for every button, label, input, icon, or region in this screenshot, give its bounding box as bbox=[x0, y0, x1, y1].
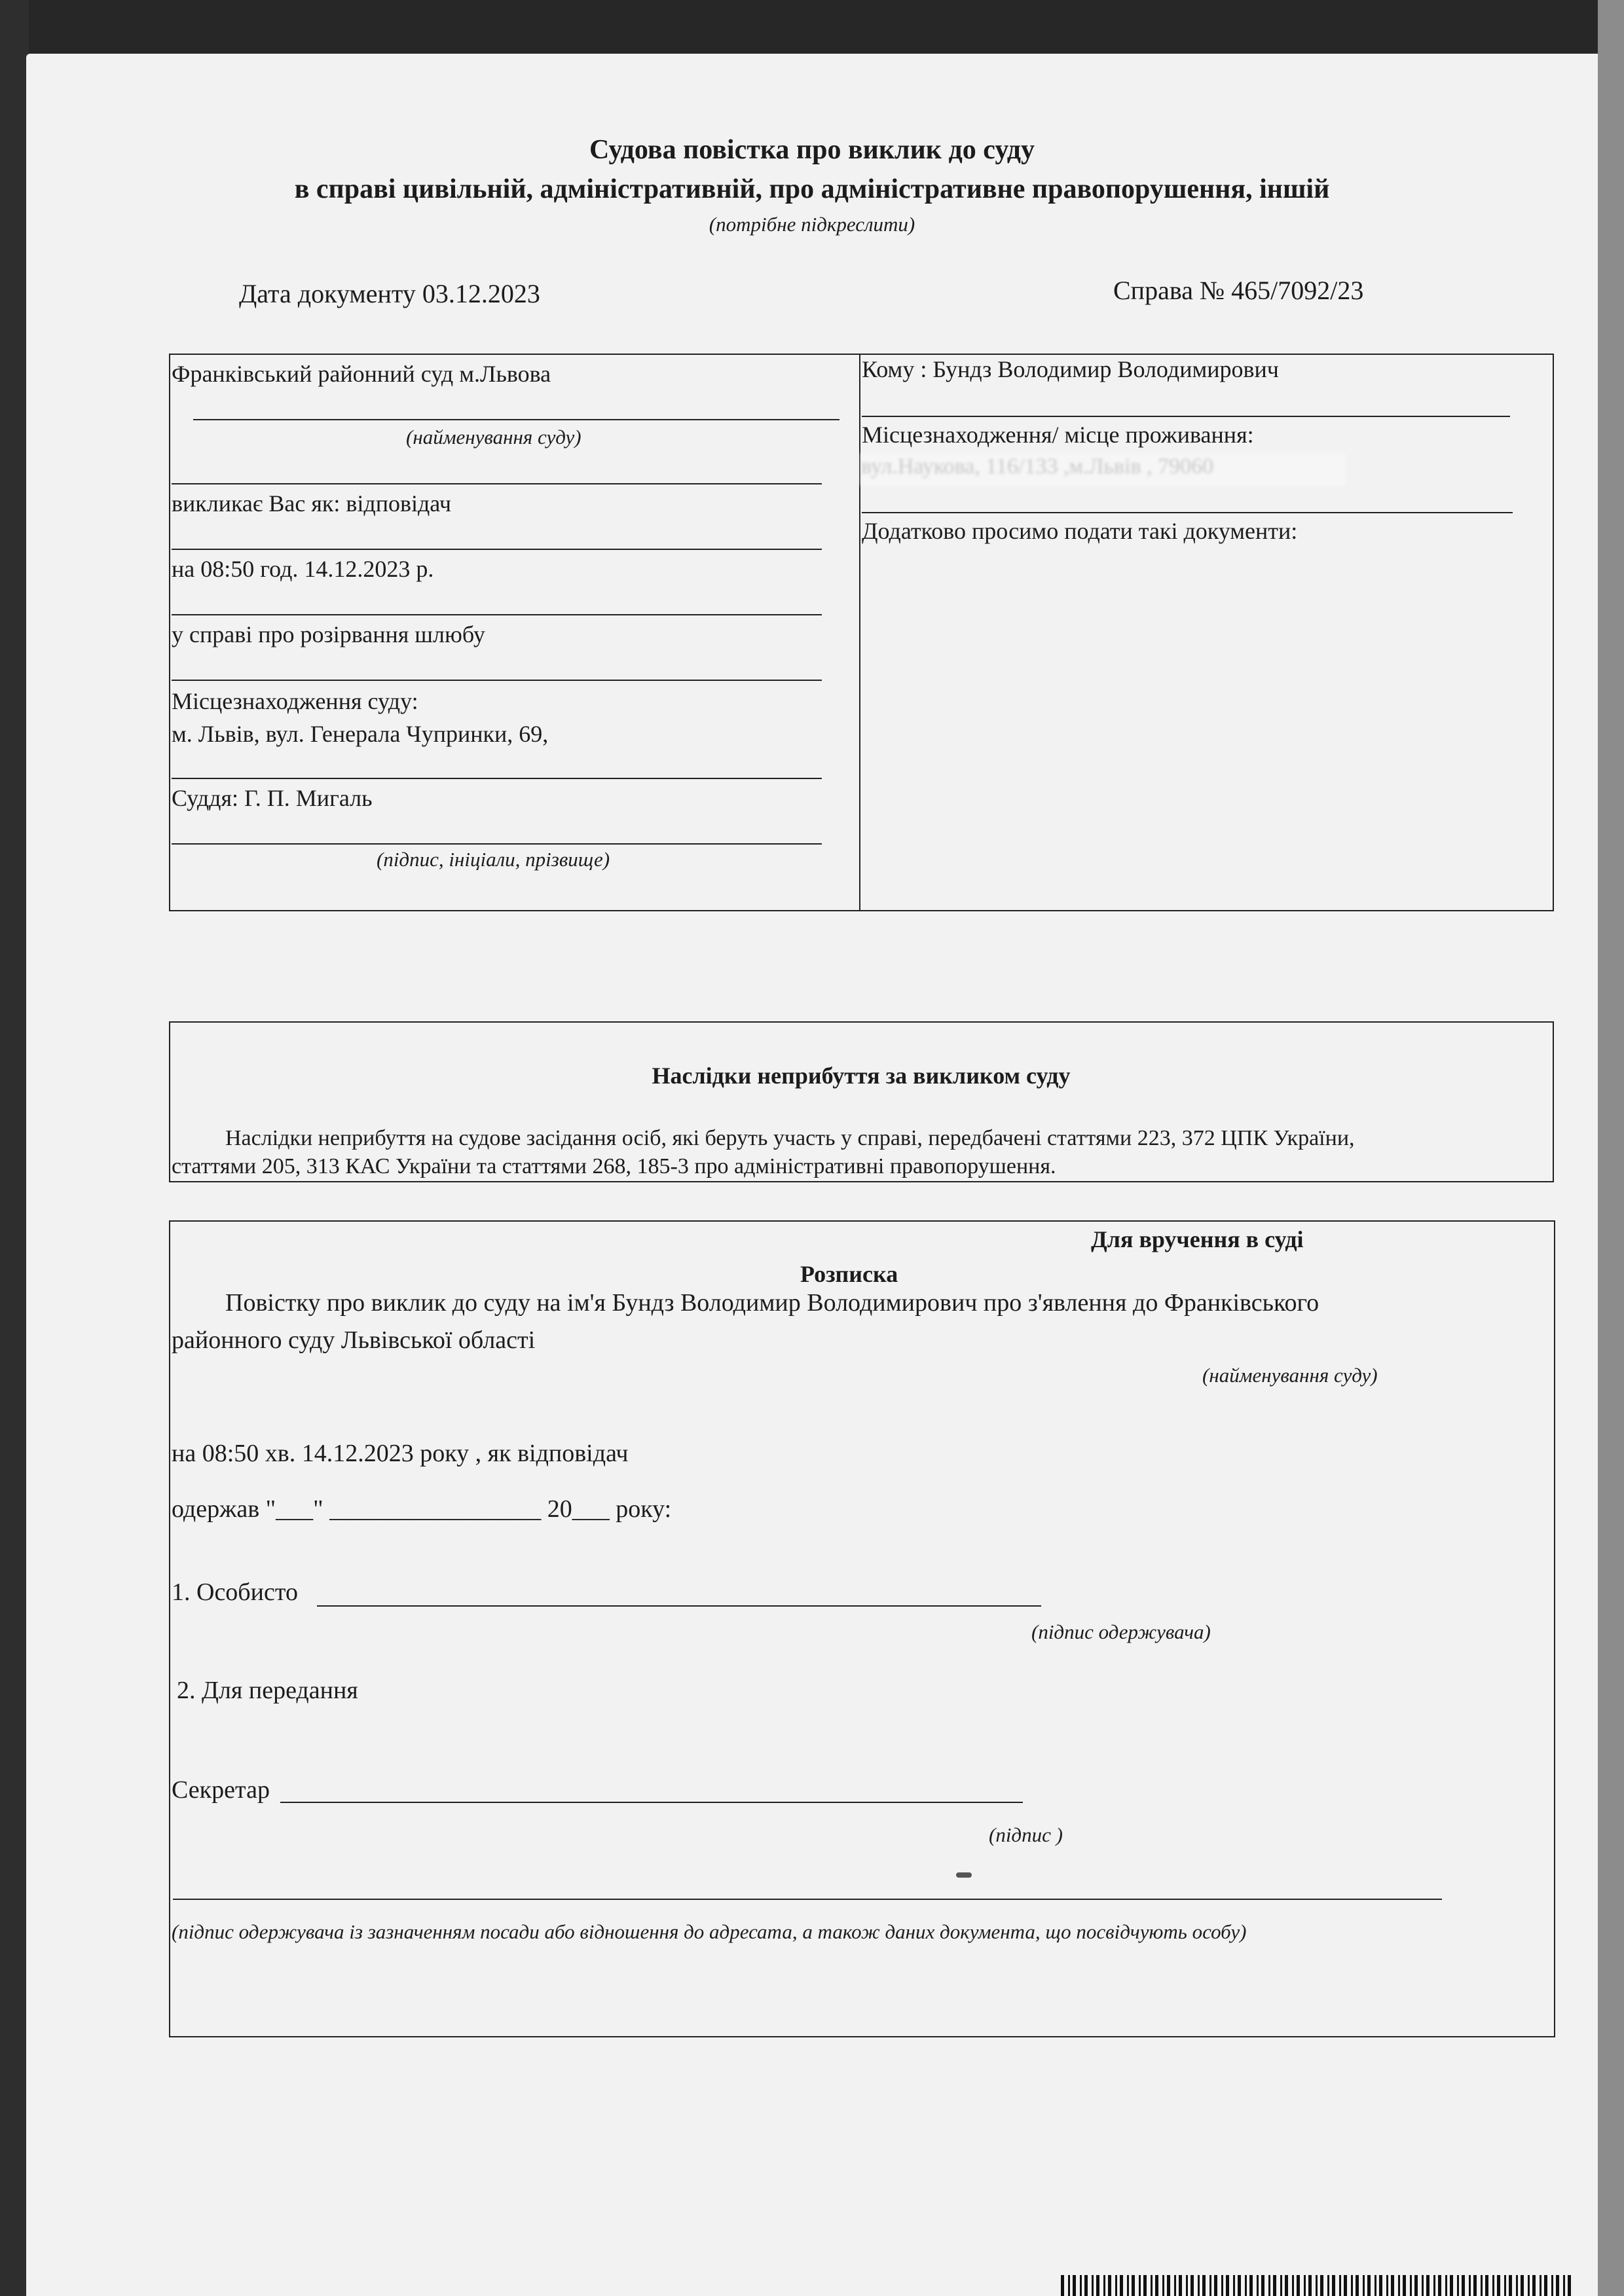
barcode-bar bbox=[1308, 2275, 1312, 2296]
scan-border-top bbox=[0, 0, 1624, 59]
barcode-bar bbox=[1414, 2275, 1418, 2296]
barcode-bar bbox=[1214, 2275, 1217, 2296]
underline bbox=[172, 680, 822, 681]
barcode-bar bbox=[1433, 2275, 1435, 2296]
receipt-time: на 08:50 хв. 14.12.2023 року , як відповідач bbox=[172, 1440, 629, 1467]
document-subtitle: в справі цивільній, адміністративній, про адміністративне правопорушення, іншій bbox=[294, 174, 1330, 204]
barcode-bar bbox=[1245, 2275, 1247, 2296]
underline bbox=[193, 419, 840, 420]
recipient-signature-hint: (підпис одержувача) bbox=[1031, 1620, 1211, 1643]
barcode-bar bbox=[1386, 2275, 1388, 2296]
barcode-bar bbox=[1551, 2275, 1553, 2296]
barcode-bar bbox=[1316, 2275, 1318, 2296]
barcode bbox=[1061, 2275, 1572, 2296]
barcode-bar bbox=[1481, 2275, 1483, 2296]
consequences-text-1: Наслідки неприбуття на судове засідання осіб, які беруть участь у справі, передбачені статтями 223, 372 ЦПК України, bbox=[225, 1126, 1355, 1150]
secretary-signature-hint: (підпис ) bbox=[989, 1823, 1063, 1846]
barcode-bar bbox=[1516, 2275, 1518, 2296]
barcode-bar bbox=[1422, 2275, 1424, 2296]
barcode-bar bbox=[1273, 2275, 1276, 2296]
redacted-address: вул.Наукова, 116/133 ,м.Львів , 79060 bbox=[861, 454, 1214, 479]
consequences-text-2: статтями 205, 313 КАС України та статтями 268, 185-3 про адміністративні правопорушення. bbox=[172, 1154, 1056, 1178]
barcode-bar bbox=[1249, 2275, 1253, 2296]
barcode-bar bbox=[1509, 2275, 1512, 2296]
barcode-bar bbox=[1332, 2275, 1335, 2296]
barcode-bar bbox=[1179, 2275, 1182, 2296]
barcode-bar bbox=[1351, 2275, 1353, 2296]
receipt-text-1: Повістку про виклик до суду на ім'я Бундз Володимир Володимирович про з'явлення до Франківського bbox=[225, 1289, 1320, 1317]
court-name: Франківський районний суд м.Львова bbox=[172, 361, 551, 387]
receipt-heading: Розписка bbox=[800, 1261, 898, 1287]
barcode-bar bbox=[1261, 2275, 1264, 2296]
barcode-bar bbox=[1469, 2275, 1471, 2296]
recipient: Кому : Бундз Володимир Володимирович bbox=[862, 356, 1279, 382]
received-date-line: одержав "___" _________________ 20___ року: bbox=[172, 1495, 672, 1523]
barcode-bar bbox=[1257, 2275, 1259, 2296]
barcode-bar bbox=[1162, 2275, 1164, 2296]
barcode-bar bbox=[1485, 2275, 1488, 2296]
judge: Суддя: Г. П. Мигаль bbox=[172, 785, 373, 811]
barcode-bar bbox=[1186, 2275, 1188, 2296]
recipient-full-hint: (підпис одержувача із зазначенням посади або відношення до адресата, а також даних документа, що посвідчують особу) bbox=[172, 1920, 1247, 1943]
barcode-bar bbox=[1339, 2275, 1341, 2296]
receipt-court-hint: (найменування суду) bbox=[1202, 1364, 1378, 1387]
underline bbox=[172, 778, 822, 779]
barcode-bar bbox=[1151, 2275, 1153, 2296]
barcode-bar bbox=[1155, 2275, 1158, 2296]
barcode-bar bbox=[1233, 2275, 1235, 2296]
barcode-bar bbox=[1544, 2275, 1547, 2296]
barcode-bar bbox=[1096, 2275, 1099, 2296]
document-date: Дата документу 03.12.2023 bbox=[239, 279, 540, 308]
barcode-bar bbox=[1174, 2275, 1176, 2296]
address-label: Місцезнаходження/ місце проживання: bbox=[862, 422, 1254, 448]
barcode-bar bbox=[1068, 2275, 1070, 2296]
barcode-bar bbox=[1292, 2275, 1294, 2296]
scan-border-right bbox=[1598, 0, 1624, 2296]
barcode-bar bbox=[1492, 2275, 1494, 2296]
case-number: Справа № 465/7092/23 bbox=[1113, 276, 1364, 305]
barcode-bar bbox=[1344, 2275, 1347, 2296]
barcode-bar bbox=[1320, 2275, 1323, 2296]
barcode-bar bbox=[1238, 2275, 1241, 2296]
barcode-bar bbox=[1268, 2275, 1270, 2296]
barcode-bar bbox=[1473, 2275, 1477, 2296]
barcode-bar bbox=[1084, 2275, 1088, 2296]
receipt-text-2: районного суду Львівської області bbox=[172, 1326, 536, 1354]
barcode-bar bbox=[1221, 2275, 1223, 2296]
barcode-bar bbox=[1073, 2275, 1076, 2296]
court-location-label: Місцезнаходження суду: bbox=[172, 688, 418, 714]
barcode-bar bbox=[1438, 2275, 1441, 2296]
court-location: м. Львів, вул. Генерала Чупринки, 69, bbox=[172, 721, 549, 747]
barcode-bar bbox=[1379, 2275, 1382, 2296]
signature-line bbox=[173, 1899, 1442, 1900]
underline bbox=[172, 549, 822, 550]
title-hint: (потрібне підкреслити) bbox=[709, 213, 915, 236]
barcode-bar bbox=[1450, 2275, 1453, 2296]
signature-line bbox=[317, 1605, 1041, 1607]
scan-border-left bbox=[0, 0, 29, 2296]
document-title: Судова повістка про виклик до суду bbox=[589, 135, 1035, 165]
barcode-bar bbox=[1528, 2275, 1530, 2296]
barcode-bar bbox=[1462, 2275, 1465, 2296]
barcode-bar bbox=[1568, 2275, 1571, 2296]
barcode-bar bbox=[1115, 2275, 1117, 2296]
barcode-bar bbox=[1108, 2275, 1111, 2296]
case-subject: у справі про розірвання шлюбу bbox=[172, 621, 485, 647]
barcode-bar bbox=[1532, 2275, 1536, 2296]
underline bbox=[172, 843, 822, 845]
underline bbox=[172, 483, 822, 484]
table-divider bbox=[859, 354, 860, 911]
barcode-bar bbox=[1080, 2275, 1082, 2296]
barcode-bar bbox=[1521, 2275, 1524, 2296]
barcode-bar bbox=[1327, 2275, 1329, 2296]
for-court-label: Для вручення в суді bbox=[1091, 1226, 1304, 1252]
secretary-label: Секретар bbox=[172, 1776, 270, 1804]
underline bbox=[172, 614, 822, 615]
barcode-bar bbox=[1127, 2275, 1129, 2296]
barcode-bar bbox=[1132, 2275, 1135, 2296]
barcode-bar bbox=[1410, 2275, 1412, 2296]
signature-hint: (підпис, ініціали, прізвище) bbox=[377, 848, 610, 871]
barcode-bar bbox=[1143, 2275, 1147, 2296]
barcode-bar bbox=[1403, 2275, 1406, 2296]
barcode-bar bbox=[1375, 2275, 1376, 2296]
barcode-bar bbox=[1304, 2275, 1306, 2296]
barcode-bar bbox=[1209, 2275, 1211, 2296]
barcode-bar bbox=[1497, 2275, 1500, 2296]
barcode-bar bbox=[1391, 2275, 1394, 2296]
barcode-bar bbox=[1280, 2275, 1282, 2296]
barcode-bar bbox=[1426, 2275, 1430, 2296]
summoned-as: викликає Вас як: відповідач bbox=[172, 490, 451, 517]
barcode-bar bbox=[1167, 2275, 1170, 2296]
barcode-bar bbox=[1297, 2275, 1300, 2296]
barcode-bar bbox=[1367, 2275, 1371, 2296]
barcode-bar bbox=[1139, 2275, 1141, 2296]
court-name-hint: (найменування суду) bbox=[406, 426, 581, 448]
extra-documents: Додатково просимо подати такі документи: bbox=[862, 518, 1298, 544]
underline bbox=[862, 416, 1510, 417]
consequences-heading: Наслідки неприбуття за викликом суду bbox=[652, 1063, 1071, 1089]
barcode-bar bbox=[1103, 2275, 1105, 2296]
barcode-bar bbox=[1540, 2275, 1541, 2296]
barcode-bar bbox=[1556, 2275, 1559, 2296]
barcode-bar bbox=[1120, 2275, 1123, 2296]
barcode-bar bbox=[1398, 2275, 1400, 2296]
barcode-bar bbox=[1226, 2275, 1229, 2296]
barcode-bar bbox=[1285, 2275, 1288, 2296]
signature-line bbox=[280, 1802, 1023, 1803]
for-transfer-label: 2. Для передання bbox=[177, 1677, 358, 1704]
barcode-bar bbox=[1198, 2275, 1200, 2296]
barcode-bar bbox=[1356, 2275, 1359, 2296]
underline bbox=[862, 512, 1513, 513]
barcode-bar bbox=[1457, 2275, 1459, 2296]
barcode-bar bbox=[1445, 2275, 1447, 2296]
personally-label: 1. Особисто bbox=[172, 1578, 298, 1606]
barcode-bar bbox=[1563, 2275, 1565, 2296]
barcode-bar bbox=[1202, 2275, 1206, 2296]
barcode-bar bbox=[1092, 2275, 1094, 2296]
barcode-bar bbox=[1061, 2275, 1064, 2296]
barcode-bar bbox=[1190, 2275, 1194, 2296]
ink-speck bbox=[956, 1872, 972, 1878]
barcode-bar bbox=[1504, 2275, 1506, 2296]
hearing-time: на 08:50 год. 14.12.2023 р. bbox=[172, 556, 434, 582]
barcode-bar bbox=[1363, 2275, 1365, 2296]
